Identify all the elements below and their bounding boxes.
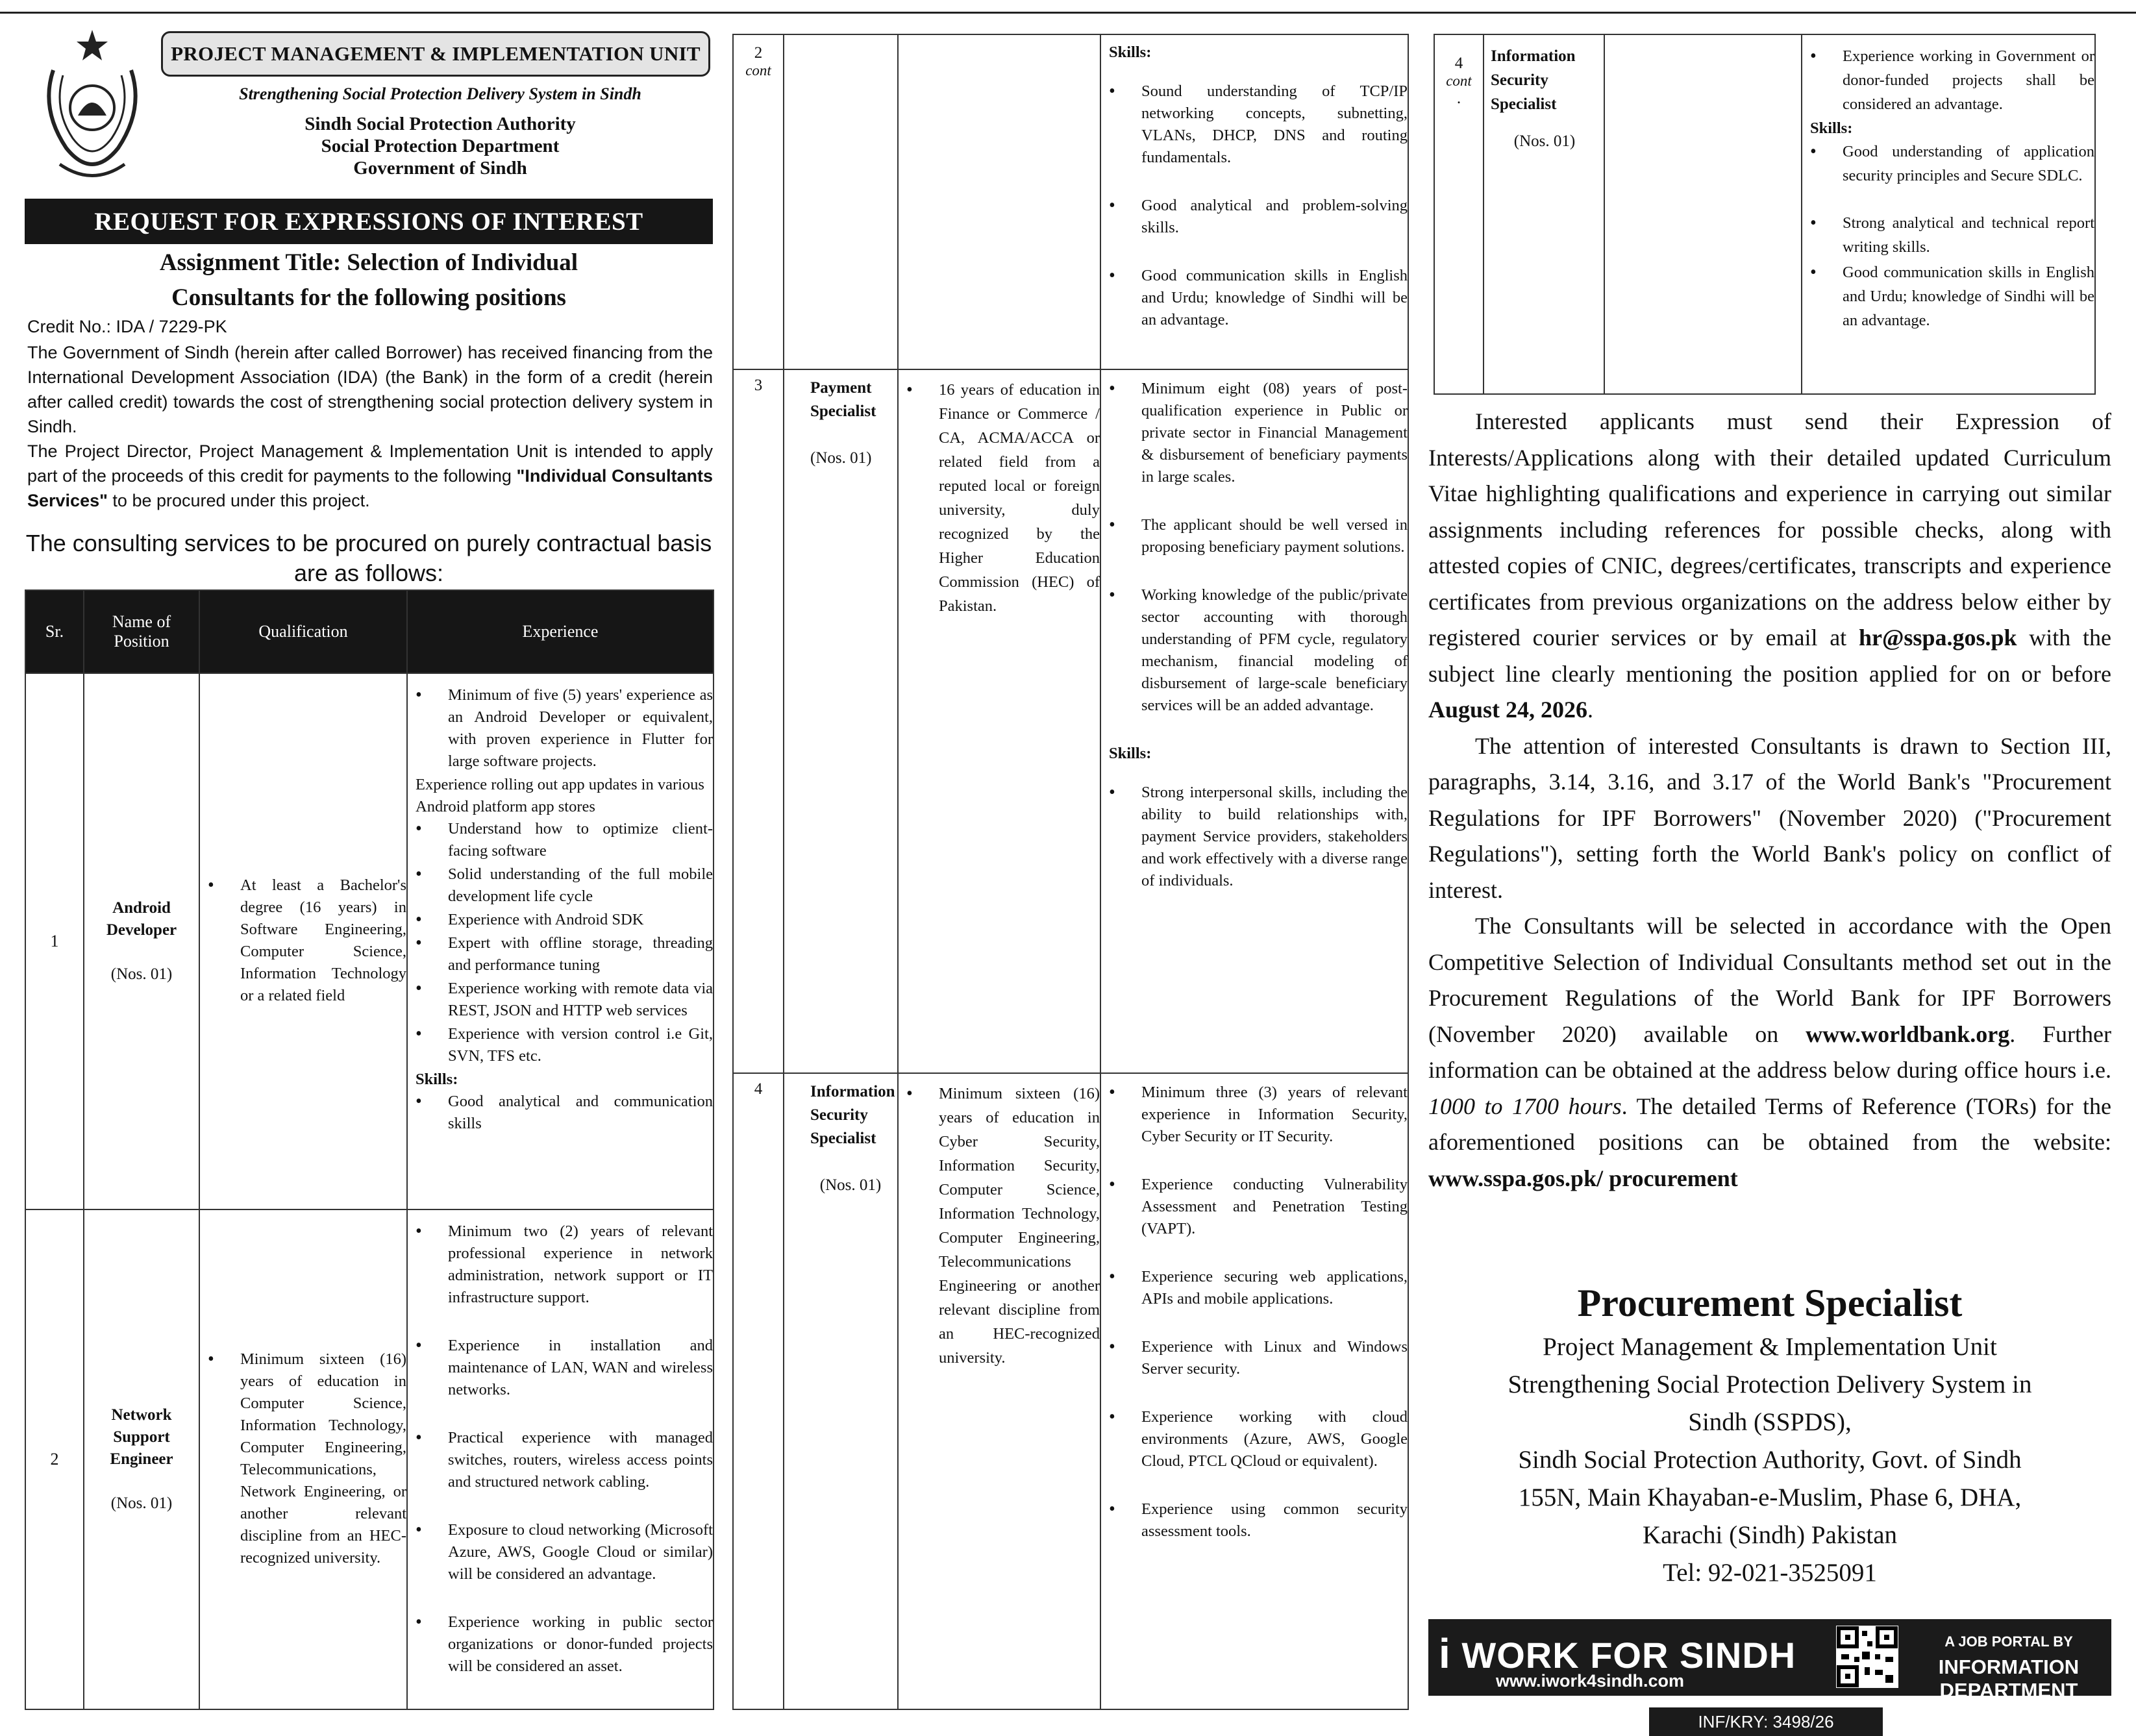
skill-item: • Good communication skills in English and Urdu; knowledge of Sindhi will be an advantage. bbox=[1802, 260, 2094, 332]
skills-label: Skills: bbox=[1109, 43, 1152, 61]
position-count: (Nos. 01) bbox=[819, 1176, 882, 1194]
position-title: Information Security Specialist bbox=[810, 1083, 895, 1147]
qualification-cell bbox=[199, 673, 407, 1209]
position-title: Information Security Specialist bbox=[1491, 47, 1576, 113]
selection-text-2: . Further information can be obtained at the address below during office hours i.e. bbox=[1428, 1021, 2112, 1083]
positions-table-continued-2 bbox=[1434, 34, 2096, 395]
qualification-cell bbox=[1604, 34, 1802, 394]
position-name bbox=[84, 1209, 199, 1709]
project-subtitle: Strengthening Social Protection Delivery System in Sindh bbox=[239, 84, 641, 103]
intro-2-bold: "Individual Consultants Services" bbox=[27, 466, 713, 510]
positions-table bbox=[25, 589, 714, 1710]
positions-table-continued bbox=[732, 34, 1409, 1710]
experience-item: • Experience with Android SDK bbox=[408, 909, 713, 931]
contact-line: Project Management & Implementation Unit bbox=[1543, 1333, 1997, 1361]
authority-name: Sindh Social Protection Authority bbox=[304, 114, 576, 134]
skill-item: • Strong interpersonal skills, including the ability to build relationships with, payment Service providers, stakeholders and work effectively with a diverse range of individuals. bbox=[1101, 782, 1408, 892]
inf-reference-number: INF/KRY: 3498/26 bbox=[1649, 1707, 1883, 1736]
experience-cell bbox=[1802, 34, 2095, 394]
consulting-line-1: The consulting services to be procured on purely contractual basis bbox=[25, 530, 712, 556]
row-sr: 2 bbox=[25, 1209, 84, 1709]
apply-tail: . bbox=[1587, 697, 1594, 723]
table-row bbox=[733, 1073, 1408, 1709]
experience-item: • Experience with version control i.e Git, SVN, TFS etc. bbox=[408, 1023, 713, 1067]
row-sr: 1 bbox=[25, 673, 84, 1209]
contact-line: Sindh Social Protection Authority, Govt. of Sindh bbox=[1518, 1446, 2022, 1474]
consulting-services-note bbox=[25, 528, 713, 588]
table-header-row bbox=[25, 590, 714, 673]
application-instructions bbox=[1428, 404, 2111, 1197]
header-experience: Experience bbox=[407, 590, 714, 673]
banner-i-letter: i bbox=[1439, 1630, 1451, 1677]
intro-2-text: The Project Director, Project Management & Implementation Unit is intended to apply part of the proceeds of this credit for payments to the following bbox=[27, 441, 713, 486]
skill-item: • Good analytical and communication skills bbox=[408, 1091, 713, 1135]
table-row bbox=[25, 1209, 714, 1709]
contact-line: Strengthening Social Protection Delivery System in bbox=[1508, 1370, 2032, 1398]
assignment-line-2: Consultants for the following positions bbox=[171, 284, 566, 311]
skills-label: Skills: bbox=[1810, 119, 1853, 137]
qr-code-icon bbox=[1836, 1626, 1898, 1688]
position-name bbox=[784, 34, 898, 369]
apply-text: Interested applicants must send their Expression of Interests/Applications along with their detailed updated Curriculum Vitae highlighting qualifications and experience in carrying out similar assignments including references for possible checks, along with attested copies of CNIC, degrees/certificates, transcripts and experience certificates from previous organizations on the address below either by registered courier services or by email at bbox=[1428, 408, 2111, 651]
qualification-cell bbox=[199, 1209, 407, 1709]
selection-text: The Consultants will be selected in accordance with the Open Competitive Selection of Individual Consultants method set out in the Procurement Regulations of the World Bank for IPF Borrowers (November 2020) available on bbox=[1428, 913, 2111, 1047]
table-row bbox=[25, 673, 714, 1209]
position-title: Android Developer bbox=[106, 899, 177, 939]
experience-item: • Expert with offline storage, threading and performance tuning bbox=[408, 932, 713, 976]
row-sr: 4 bbox=[1454, 55, 1463, 72]
table-row bbox=[733, 369, 1408, 1073]
experience-item: • Solid understanding of the full mobile development life cycle bbox=[408, 863, 713, 908]
experience-item: • Minimum three (3) years of relevant experience in Information Security, Cyber Security or IT Security. bbox=[1101, 1082, 1408, 1148]
position-name bbox=[1484, 34, 1604, 394]
position-title: Payment Specialist bbox=[810, 379, 876, 420]
banner-url[interactable]: www.iwork4sindh.com bbox=[1496, 1671, 1685, 1691]
position-name bbox=[784, 1073, 898, 1709]
worldbank-link[interactable]: www.worldbank.org bbox=[1806, 1021, 2010, 1047]
banner-dept-label: A JOB PORTAL BY bbox=[1944, 1633, 2073, 1650]
table-row bbox=[733, 34, 1408, 369]
experience-item: • Minimum two (2) years of relevant professional experience in network administration, network support or IT infrastructure support. bbox=[408, 1221, 713, 1309]
iwork4sindh-banner[interactable] bbox=[1428, 1619, 2111, 1702]
experience-item: • Minimum of five (5) years' experience as an Android Developer or equivalent, with proven experience in Flutter for large software projects. bbox=[408, 684, 713, 773]
skill-item: • Strong analytical and technical report writing skills. bbox=[1802, 211, 2094, 259]
paragraph-apply bbox=[1428, 404, 2111, 728]
intro-2-tail: to be procured under this project. bbox=[112, 491, 370, 510]
experience-item: • Experience conducting Vulnerability Assessment and Penetration Testing (VAPT). bbox=[1101, 1174, 1408, 1240]
experience-item: • Experience working in public sector organizations or donor-funded projects will be considered an asset. bbox=[408, 1611, 713, 1678]
header-name: Name of Position bbox=[84, 590, 199, 673]
experience-cell bbox=[1100, 1073, 1408, 1709]
position-count: (Nos. 01) bbox=[110, 965, 173, 983]
qualification-cell bbox=[898, 369, 1100, 1073]
row-sr: 2 bbox=[754, 44, 763, 62]
row-sr: 3 bbox=[733, 369, 784, 1073]
paragraph-conflict: The attention of interested Consultants is drawn to Section III, paragraphs, 3.14, 3.16, and 3.17 of the World Bank's "Procurement Regulations for IPF Borrowers" (November 2020) ("Procurement Regulations"), setting forth the World Bank's policy on conflict of interest. bbox=[1428, 732, 2111, 903]
consulting-line-2: are as follows: bbox=[293, 560, 444, 586]
banner-brand bbox=[1439, 1630, 1796, 1678]
experience-item: • Experience working in Government or donor-funded projects shall be considered an advantage. bbox=[1802, 44, 2094, 116]
table-row bbox=[1434, 34, 2095, 394]
position-name bbox=[784, 369, 898, 1073]
qualification-item: • 16 years of education in Finance or Commerce / CA, ACMA/ACCA or related field from a reputed local or foreign university, duly recognized by the Higher Education Commission (HEC) of Pakistan. bbox=[899, 378, 1100, 618]
position-name bbox=[84, 673, 199, 1209]
experience-item: • Experience working with cloud environments (Azure, AWS, Google Cloud, PTCL QCloud or equivalent). bbox=[1101, 1406, 1408, 1472]
assignment-line-1: Assignment Title: Selection of Individual bbox=[159, 249, 578, 276]
banner-dept-name: INFORMATION DEPARTMENT bbox=[1938, 1655, 2080, 1702]
position-title: Network Support Engineer bbox=[110, 1406, 173, 1468]
paragraph-selection bbox=[1428, 908, 2111, 1197]
department-name: Social Protection Department bbox=[321, 136, 560, 156]
qualification-item: • Minimum sixteen (16) years of education in Cyber Security, Information Security, Computer Science, Information Technology, Computer Engineering, Telecommunications Engineering or another relevant discipline from an HEC-recognized university. bbox=[899, 1082, 1100, 1370]
header-sr: Sr. bbox=[25, 590, 84, 673]
sspa-procurement-link[interactable]: www.sspa.gos.pk/ procurement bbox=[1428, 1165, 1738, 1191]
sindh-government-emblem-icon bbox=[27, 25, 157, 200]
position-count: (Nos. 01) bbox=[110, 1494, 173, 1512]
experience-item: • Exposure to cloud networking (Microsoft Azure, AWS, Google Cloud or similar) will be considered an advantage. bbox=[408, 1519, 713, 1585]
contact-title: Procurement Specialist bbox=[1577, 1282, 1963, 1324]
experience-note: Experience rolling out app updates in various Android platform app stores bbox=[416, 776, 704, 815]
request-title-banner: REQUEST FOR EXPRESSIONS OF INTEREST bbox=[25, 199, 713, 244]
email-link[interactable]: hr@sspa.gos.pk bbox=[1858, 625, 2017, 651]
experience-item: • Experience with Linux and Windows Server security. bbox=[1101, 1336, 1408, 1380]
intro-text bbox=[27, 340, 713, 513]
intro-paragraph-1: The Government of Sindh (herein after called Borrower) has received financing from the International Development Association (IDA) (the Bank) in the form of a credit (herein after called credit) towards the cost of strengthening social protection delivery system in Sindh. bbox=[27, 343, 713, 436]
selection-text-3: . The detailed Terms of Reference (TORs) for the aforementioned positions can be obtained from the website: bbox=[1428, 1093, 2111, 1155]
contact-phone: Tel: 92-021-3525091 bbox=[1663, 1559, 1877, 1587]
top-rule bbox=[0, 12, 2136, 14]
experience-item: • Experience in installation and maintenance of LAN, WAN and wireless networks. bbox=[408, 1335, 713, 1401]
row-sr-cont bbox=[733, 34, 784, 369]
experience-item: • Minimum eight (08) years of post-qualification experience in Public or private sector in Financial Management & disbursement of beneficiary payments in large scales. bbox=[1101, 378, 1408, 488]
qualification-cell bbox=[898, 34, 1100, 369]
skills-label: Skills: bbox=[1109, 745, 1152, 762]
office-hours: 1000 to 1700 hours bbox=[1428, 1093, 1622, 1119]
credit-number: Credit No.: IDA / 7229-PK bbox=[27, 317, 227, 336]
experience-item: • Understand how to optimize client-facing software bbox=[408, 818, 713, 862]
experience-cell bbox=[407, 1209, 714, 1709]
experience-item: • The applicant should be well versed in proposing beneficiary payment solutions. bbox=[1101, 514, 1408, 558]
contact-line: Sindh (SSPDS), bbox=[1688, 1408, 1852, 1436]
row-sr-cont bbox=[1434, 34, 1484, 394]
unit-title-box: PROJECT MANAGEMENT & IMPLEMENTATION UNIT bbox=[161, 31, 710, 77]
qualification-cell bbox=[898, 1073, 1100, 1709]
qualification-item: • At least a Bachelor's degree (16 years) in Software Engineering, Computer Science, Information Technology or a related field bbox=[200, 874, 406, 1007]
cont-dot: . bbox=[1456, 90, 1461, 107]
cont-label: cont bbox=[1446, 73, 1472, 89]
contact-block bbox=[1428, 1278, 2111, 1592]
header-qualification: Qualification bbox=[199, 590, 407, 673]
skill-item: • Good analytical and problem-solving skills. bbox=[1101, 195, 1408, 239]
skill-item: • Good communication skills in English and Urdu; knowledge of Sindhi will be an advantage. bbox=[1101, 265, 1408, 331]
deadline-date: August 24, 2026 bbox=[1428, 697, 1588, 723]
position-count: (Nos. 01) bbox=[810, 449, 872, 467]
assignment-title bbox=[25, 245, 713, 316]
row-sr: 4 bbox=[733, 1073, 784, 1709]
experience-cell bbox=[1100, 369, 1408, 1073]
skill-item: • Good understanding of application security principles and Secure SDLC. bbox=[1802, 140, 2094, 188]
experience-item: • Experience working with remote data via REST, JSON and HTTP web services bbox=[408, 978, 713, 1022]
qualification-item: • Minimum sixteen (16) years of education in Computer Science, Information Technology, Computer Engineering, Telecommunications, Network Engineering, or another relevant discipline from an HEC-recognized university. bbox=[200, 1348, 406, 1569]
experience-item: • Practical experience with managed switches, routers, wireless access points and structured network cabling. bbox=[408, 1427, 713, 1493]
header-lines bbox=[180, 84, 700, 179]
experience-cell bbox=[1100, 34, 1408, 369]
skill-item: • Sound understanding of TCP/IP networking concepts, subnetting, VLANs, DHCP, DNS and routing fundamentals. bbox=[1101, 81, 1408, 169]
government-name: Government of Sindh bbox=[353, 158, 527, 179]
position-count: (Nos. 01) bbox=[1513, 132, 1576, 150]
skills-label: Skills: bbox=[416, 1071, 458, 1088]
experience-item: • Working knowledge of the public/private sector accounting with thorough understanding of PFM cycle, regulatory mechanism, financial modeling of disbursement of large-scale beneficiary services will be an added advantage. bbox=[1101, 584, 1408, 717]
banner-brand-text: WORK FOR SINDH bbox=[1461, 1635, 1796, 1676]
apply-text-2: with the subject line clearly mentioning the position applied for on or before bbox=[1428, 625, 2112, 687]
cont-label: cont bbox=[745, 62, 771, 79]
experience-item: • Experience using common security assessment tools. bbox=[1101, 1498, 1408, 1543]
experience-item: • Experience securing web applications, APIs and mobile applications. bbox=[1101, 1266, 1408, 1310]
contact-line: Karachi (Sindh) Pakistan bbox=[1642, 1521, 1898, 1549]
experience-cell bbox=[407, 673, 714, 1209]
contact-line: 155N, Main Khayaban-e-Muslim, Phase 6, DHA, bbox=[1518, 1483, 2022, 1511]
intro-paragraph-2 bbox=[27, 439, 713, 513]
